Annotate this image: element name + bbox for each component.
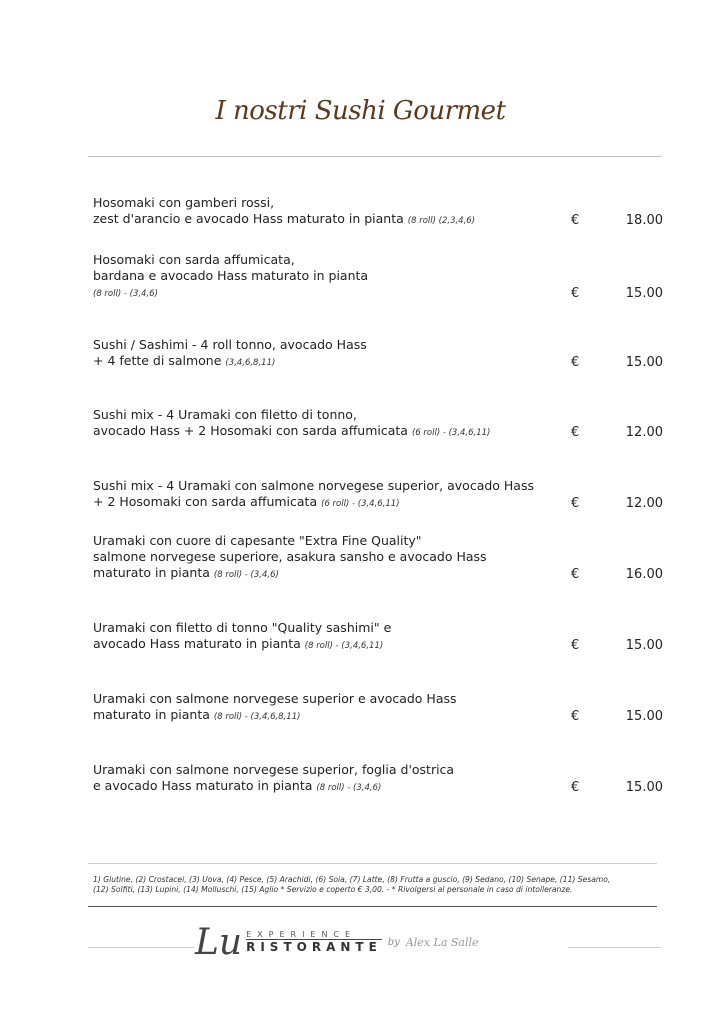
description-line: + 2 Hosomaki con sarda affumicata (6 roll) - (3,4,6,11)	[93, 494, 400, 509]
footnote-divider-bottom	[88, 906, 657, 907]
menu-item-description	[93, 762, 571, 796]
menu-item-description	[93, 337, 571, 371]
menu-item-description	[93, 195, 571, 229]
currency-symbol: €	[571, 496, 580, 511]
description-line: maturato in pianta (8 roll) - (3,4,6)	[93, 565, 279, 580]
title-divider	[88, 156, 661, 157]
logo-rule-right	[568, 947, 661, 948]
menu-item-price: 12.00	[625, 425, 663, 440]
page-title: I nostri Sushi Gourmet	[215, 96, 506, 126]
menu-item-description	[93, 478, 571, 512]
menu-item-description	[93, 691, 571, 725]
currency-symbol: €	[571, 213, 580, 228]
footnote-divider-top	[88, 863, 657, 864]
logo-experience: EXPERIENCE	[246, 930, 357, 939]
allergen-note: (8 roll) (2,3,4,6)	[407, 216, 476, 226]
footnote-line: 1) Glutine, (2) Crostacei, (3) Uova, (4) Pesce, (5) Arachidi, (6) Soia, (7) Latte, (8) Frutta a guscio, (9) Sedano, (10) Senape, (11) Sesamo,	[93, 875, 611, 884]
description-line: Uramaki con salmone norvegese superior e avocado Hass	[93, 691, 457, 706]
allergen-note: (8 roll) - (3,4,6)	[213, 570, 279, 580]
allergen-note: (8 roll) - (3,4,6,8,11)	[213, 712, 301, 722]
menu-item-description	[93, 407, 571, 441]
allergen-footnote	[93, 875, 610, 895]
menu-item-price: 15.00	[625, 780, 663, 795]
allergen-note: (8 roll) - (3,4,6,11)	[304, 641, 384, 651]
menu-item-price: 12.00	[625, 496, 663, 511]
description-line: + 4 fette di salmone (3,4,6,8,11)	[93, 353, 276, 368]
menu-item-description	[93, 533, 571, 583]
menu-item	[93, 337, 663, 371]
description-line: Sushi mix - 4 Uramaki con salmone norvegese superior, avocado Hass	[93, 478, 534, 493]
description-line: e avocado Hass maturato in pianta (8 roll) - (3,4,6)	[93, 778, 382, 793]
currency-symbol: €	[571, 709, 580, 724]
description-line: avocado Hass + 2 Hosomaki con sarda affumicata (6 roll) - (3,4,6,11)	[93, 423, 491, 438]
menu-item	[93, 195, 663, 229]
allergen-note: (3,4,6,8,11)	[225, 358, 276, 368]
description-line: Sushi mix - 4 Uramaki con filetto di tonno,	[93, 407, 357, 422]
allergen-note: (6 roll) - (3,4,6,11)	[411, 428, 491, 438]
currency-symbol: €	[571, 286, 580, 301]
description-line: Hosomaki con gamberi rossi,	[93, 195, 275, 210]
logo-rule-left	[88, 947, 194, 948]
allergen-note: (8 roll) - (3,4,6)	[316, 783, 382, 793]
menu-item-price: 15.00	[625, 286, 663, 301]
menu-item-price: 15.00	[625, 638, 663, 653]
menu-item	[93, 407, 663, 441]
description-line: Uramaki con cuore di capesante "Extra Fine Quality"	[93, 533, 422, 548]
menu-item	[93, 478, 663, 512]
description-line: avocado Hass maturato in pianta (8 roll) - (3,4,6,11)	[93, 636, 384, 651]
currency-symbol: €	[571, 355, 580, 370]
logo-by: by	[387, 936, 400, 948]
description-line: salmone norvegese superiore, asakura sansho e avocado Hass	[93, 549, 487, 564]
description-line: Sushi / Sashimi - 4 roll tonno, avocado Hass	[93, 337, 367, 352]
menu-item	[93, 533, 663, 583]
logo-signature: Alex La Salle	[405, 935, 479, 949]
currency-symbol: €	[571, 638, 580, 653]
menu-item	[93, 252, 663, 302]
menu-item-price: 15.00	[625, 709, 663, 724]
menu-item	[93, 620, 663, 654]
description-line: maturato in pianta (8 roll) - (3,4,6,8,11)	[93, 707, 301, 722]
currency-symbol: €	[571, 567, 580, 582]
description-line: Hosomaki con sarda affumicata,	[93, 252, 295, 267]
logo-mark: Lu	[195, 921, 243, 963]
menu-item-description	[93, 620, 571, 654]
currency-symbol: €	[571, 425, 580, 440]
menu-item-description	[93, 252, 571, 302]
footnote-line: (12) Solfiti, (13) Lupini, (14) Molluschi, (15) Aglio * Servizio e coperto € 3,00. - * Rivolgersi al personale in caso di intolleranze.	[93, 885, 573, 894]
logo-words	[246, 930, 382, 954]
menu-item-price: 18.00	[625, 213, 663, 228]
menu-item-price: 15.00	[625, 355, 663, 370]
description-line: zest d'arancio e avocado Hass maturato in pianta (8 roll) (2,3,4,6)	[93, 211, 476, 226]
logo-ristorante: RISTORANTE	[246, 940, 382, 954]
menu-item-price: 16.00	[625, 567, 663, 582]
restaurant-logo	[195, 922, 479, 962]
menu-item	[93, 762, 663, 796]
description-line: Uramaki con filetto di tonno "Quality sashimi" e	[93, 620, 392, 635]
description-line: bardana e avocado Hass maturato in pianta	[93, 268, 369, 283]
menu-item	[93, 691, 663, 725]
allergen-note: (8 roll) - (3,4,6)	[93, 289, 158, 299]
description-line: Uramaki con salmone norvegese superior, foglia d'ostrica	[93, 762, 455, 777]
allergen-note: (6 roll) - (3,4,6,11)	[321, 499, 400, 509]
currency-symbol: €	[571, 780, 580, 795]
